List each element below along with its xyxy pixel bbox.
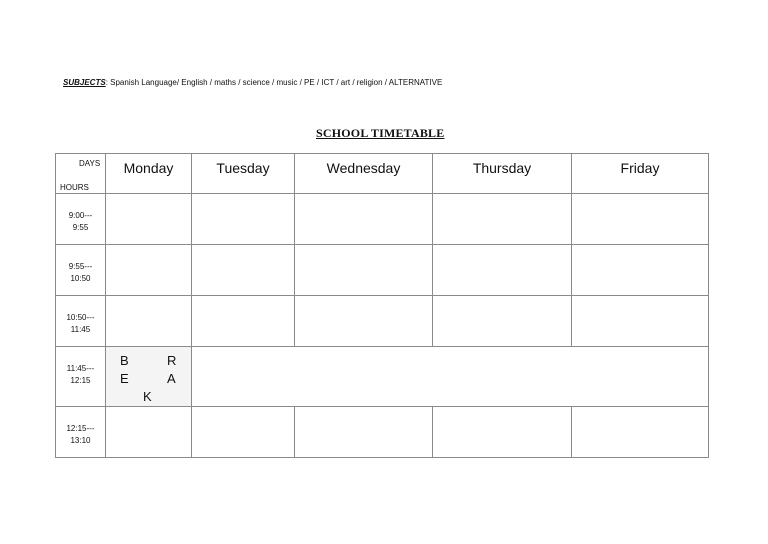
day-thursday: Thursday [433, 154, 572, 194]
table-row [56, 296, 709, 347]
header-row [56, 154, 709, 194]
subjects-line [63, 78, 442, 87]
slot-cell[interactable] [192, 245, 295, 296]
break-letter: K [143, 389, 152, 404]
day-tuesday: Tuesday [192, 154, 295, 194]
break-row [56, 347, 709, 407]
break-letter: R [167, 353, 177, 368]
time-cell [56, 407, 106, 458]
day-wednesday: Wednesday [295, 154, 433, 194]
time-end: 9:55 [72, 223, 89, 232]
time-start: 12:15--- [66, 424, 95, 433]
break-letter: B [120, 353, 129, 368]
table-row [56, 194, 709, 245]
slot-cell[interactable] [572, 407, 709, 458]
slot-cell[interactable] [106, 296, 192, 347]
slot-cell[interactable] [433, 407, 572, 458]
slot-cell[interactable] [192, 407, 295, 458]
break-letter: E [120, 371, 129, 386]
slot-cell[interactable] [192, 194, 295, 245]
corner-cell [56, 154, 106, 194]
time-end: 12:15 [70, 376, 91, 385]
time-start: 9:00--- [68, 211, 93, 220]
break-span-cell [192, 347, 709, 407]
break-cell [106, 347, 192, 407]
time-cell [56, 296, 106, 347]
break-letter: A [167, 371, 176, 386]
slot-cell[interactable] [106, 194, 192, 245]
hours-label: HOURS [60, 183, 89, 192]
slot-cell[interactable] [572, 296, 709, 347]
time-cell [56, 194, 106, 245]
day-monday: Monday [106, 154, 192, 194]
subjects-label: SUBJECTS [63, 78, 106, 87]
slot-cell[interactable] [106, 245, 192, 296]
time-start: 9:55--- [68, 262, 93, 271]
time-cell [56, 245, 106, 296]
slot-cell[interactable] [433, 296, 572, 347]
time-start: 10:50--- [66, 313, 95, 322]
slot-cell[interactable] [106, 407, 192, 458]
slot-cell[interactable] [192, 296, 295, 347]
subjects-list: : Spanish Language/ English / maths / science / music / PE / ICT / art / religion / ALTERNATIVE [105, 78, 443, 87]
slot-cell[interactable] [295, 407, 433, 458]
day-friday: Friday [572, 154, 709, 194]
time-cell [56, 347, 106, 407]
slot-cell[interactable] [572, 194, 709, 245]
table-row [56, 245, 709, 296]
page-title: SCHOOL TIMETABLE [316, 126, 445, 140]
slot-cell[interactable] [295, 245, 433, 296]
table-row [56, 407, 709, 458]
timetable [55, 153, 709, 458]
slot-cell[interactable] [572, 245, 709, 296]
time-start: 11:45--- [66, 364, 95, 373]
time-end: 11:45 [70, 325, 91, 334]
time-end: 10:50 [70, 274, 91, 283]
time-end: 13:10 [70, 436, 91, 445]
slot-cell[interactable] [433, 245, 572, 296]
days-label: DAYS [79, 159, 101, 168]
slot-cell[interactable] [433, 194, 572, 245]
slot-cell[interactable] [295, 296, 433, 347]
slot-cell[interactable] [295, 194, 433, 245]
